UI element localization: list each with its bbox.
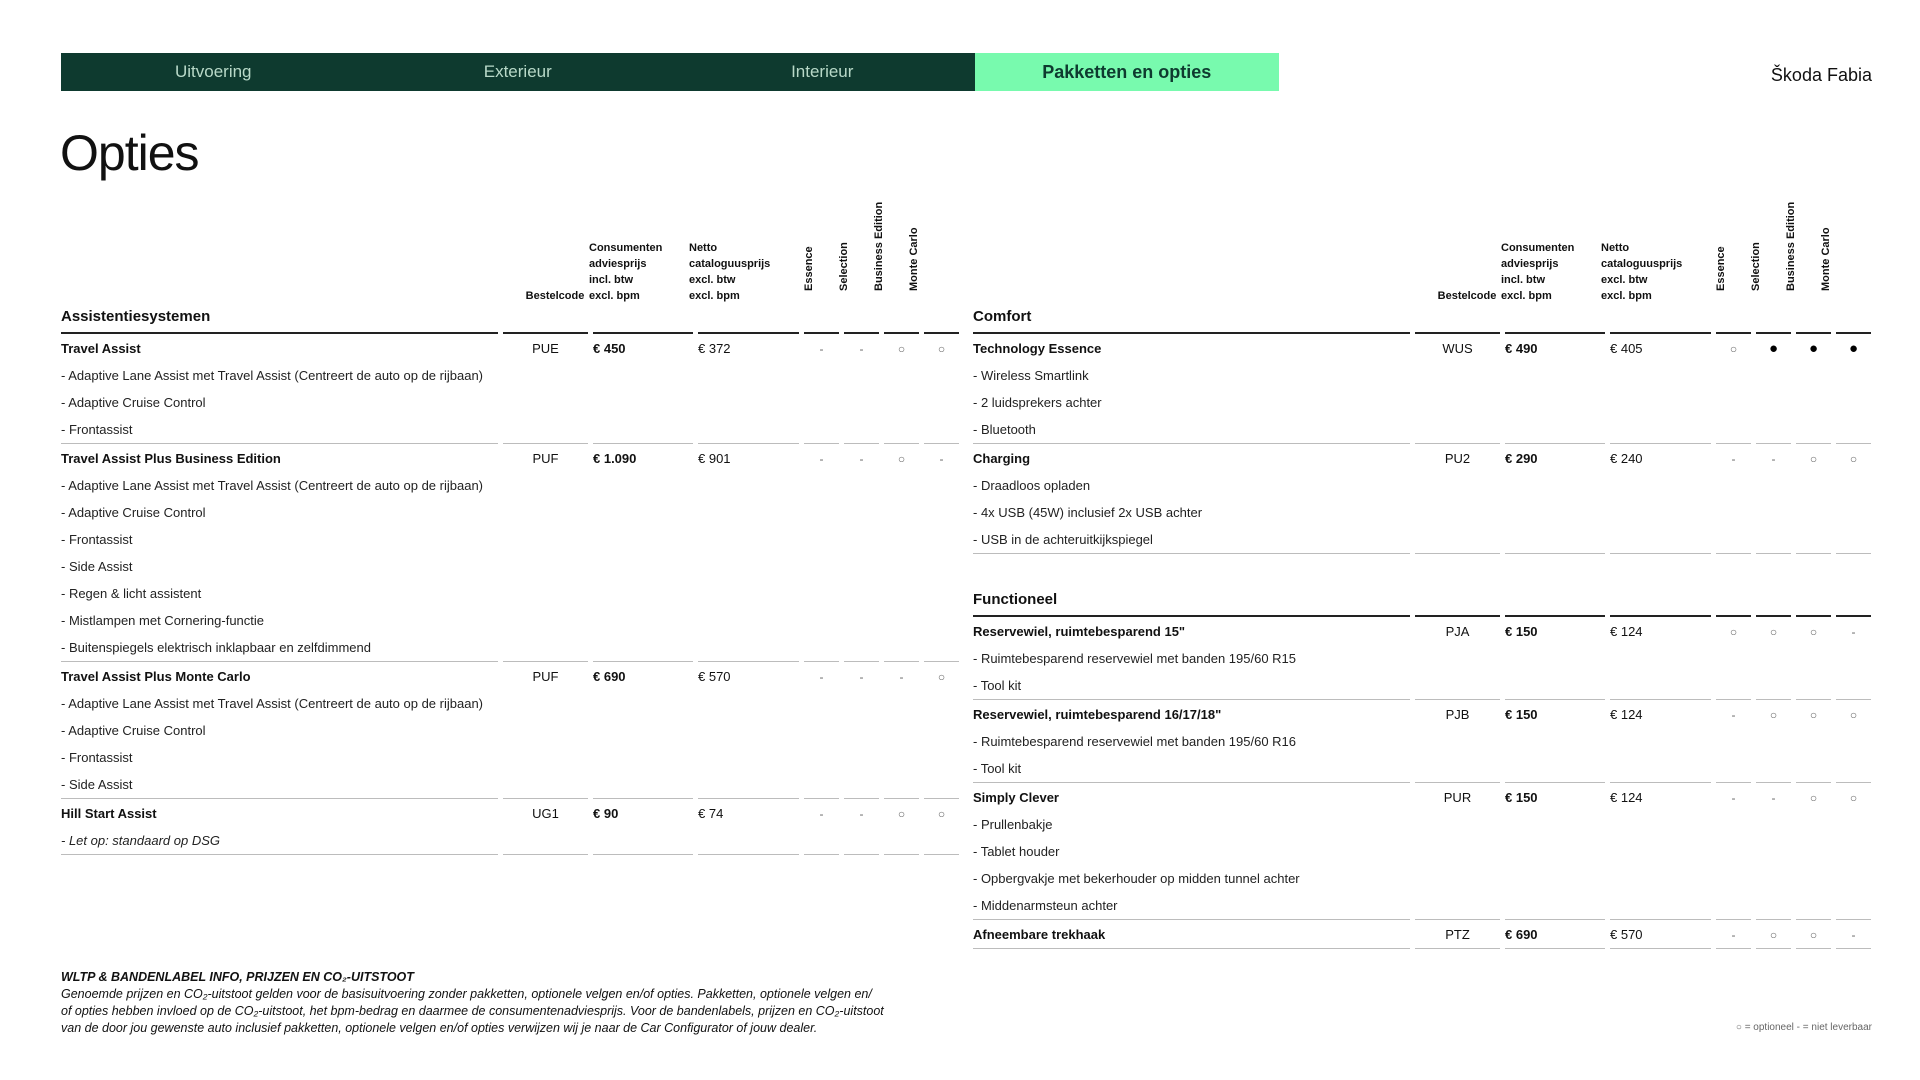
header-bestelcode: Bestelcode xyxy=(525,290,585,302)
option-name: Reservewiel, ruimtebesparend 16/17/18" xyxy=(973,707,1222,722)
feature-line: - Tool kit xyxy=(973,678,1022,693)
availability-monte-carlo: ○ xyxy=(1849,707,1858,722)
option-item xyxy=(973,618,1856,701)
tab-pakketten-en-opties[interactable]: Pakketten en opties xyxy=(975,53,1280,91)
section-title-functioneel: Functioneel xyxy=(973,591,1058,608)
feature-line: - Ruimtebesparend reservewiel met banden 195/60 R16 xyxy=(973,734,1297,749)
option-item xyxy=(973,335,1859,445)
order-code: PJA xyxy=(1445,624,1470,639)
header-consumer-price: Consumenten adviesprijs incl. btw excl. bpm xyxy=(1501,242,1575,302)
order-code: PUF xyxy=(532,451,559,466)
options-table-left xyxy=(61,201,946,856)
availability-selection: - xyxy=(859,806,864,821)
header-essence: Essence xyxy=(803,246,815,291)
option-row xyxy=(973,921,1856,948)
consumer-price: € 290 xyxy=(1505,451,1538,466)
order-code: PJB xyxy=(1445,707,1470,722)
consumer-price: € 490 xyxy=(1505,341,1538,356)
order-code: PU2 xyxy=(1444,451,1471,466)
feature-line: - Side Assist xyxy=(61,559,133,574)
tab-interieur[interactable]: Interieur xyxy=(670,53,975,91)
availability-essence: ○ xyxy=(1729,624,1738,639)
option-row xyxy=(973,618,1856,645)
availability-business-edition: ● xyxy=(1808,340,1819,357)
availability-business-edition: ○ xyxy=(1809,790,1818,805)
feature-line: - Adaptive Lane Assist met Travel Assist (Centreert de auto op de rijbaan) xyxy=(61,478,483,493)
functioneel-option-list xyxy=(973,618,1858,950)
option-row xyxy=(973,335,1859,362)
consumer-price: € 690 xyxy=(593,669,626,684)
tab-exterieur[interactable]: Exterieur xyxy=(366,53,671,91)
order-code: WUS xyxy=(1442,341,1473,356)
tab-uitvoering[interactable]: Uitvoering xyxy=(61,53,366,91)
option-name: Travel Assist Plus Business Edition xyxy=(61,451,281,466)
feature-line: - Adaptive Cruise Control xyxy=(61,395,206,410)
order-code: PUF xyxy=(532,669,559,684)
availability-essence: - xyxy=(819,451,824,466)
feature-line: - Adaptive Lane Assist met Travel Assist (Centreert de auto op de rijbaan) xyxy=(61,368,483,383)
consumer-price: € 150 xyxy=(1505,624,1538,639)
option-row xyxy=(61,445,944,472)
section-tab-bar xyxy=(61,53,1279,91)
wltp-footnote xyxy=(61,969,961,1037)
option-name: Reservewiel, ruimtebesparend 15" xyxy=(973,624,1186,639)
header-bestelcode: Bestelcode xyxy=(1437,290,1497,302)
availability-business-edition: ○ xyxy=(1809,707,1818,722)
feature-line: - Prullenbakje xyxy=(973,817,1053,832)
header-selection: Selection xyxy=(1750,242,1762,291)
availability-essence: ○ xyxy=(1729,341,1738,356)
feature-line: - Frontassist xyxy=(61,750,133,765)
header-monte-carlo: Monte Carlo xyxy=(908,227,920,291)
feature-line: - Side Assist xyxy=(61,777,133,792)
availability-business-edition: ○ xyxy=(897,806,906,821)
feature-line: - Middenarmsteun achter xyxy=(973,898,1118,913)
legend: ○ = optioneel - = niet leverbaar xyxy=(1735,1022,1872,1033)
feature-line: - Draadloos opladen xyxy=(973,478,1091,493)
order-code: UG1 xyxy=(532,806,559,821)
feature-line: - Tool kit xyxy=(973,761,1022,776)
feature-line: - 4x USB (45W) inclusief 2x USB achter xyxy=(973,505,1203,520)
availability-selection: - xyxy=(1771,790,1776,805)
feature-line: - 2 luidsprekers achter xyxy=(973,395,1102,410)
feature-line: - Adaptive Cruise Control xyxy=(61,723,206,738)
availability-monte-carlo: ○ xyxy=(937,669,946,684)
comfort-option-list xyxy=(973,335,1859,555)
footnote-line: van de door jou gewenste auto inclusief pakketten, optionele velgen en/of opties verwijzen wij je naar de Car Configurator of jouw dealer. xyxy=(61,1021,818,1035)
header-selection: Selection xyxy=(838,242,850,291)
consumer-price: € 690 xyxy=(1505,927,1538,942)
option-row xyxy=(973,445,1858,472)
option-row xyxy=(973,701,1858,728)
net-price: € 570 xyxy=(698,669,731,684)
net-price: € 570 xyxy=(1610,927,1643,942)
option-item xyxy=(973,445,1858,555)
footnote-title: WLTP & BANDENLABEL INFO, PRIJZEN EN CO₂-UITSTOOT xyxy=(61,970,414,984)
availability-selection: ○ xyxy=(1769,927,1778,942)
availability-monte-carlo: ○ xyxy=(1849,790,1858,805)
header-business-edition: Business Edition xyxy=(873,201,885,291)
availability-business-edition: ○ xyxy=(897,451,906,466)
availability-essence: - xyxy=(819,669,824,684)
consumer-price: € 150 xyxy=(1505,707,1538,722)
availability-monte-carlo: ● xyxy=(1848,340,1859,357)
availability-selection: ● xyxy=(1768,340,1779,357)
page-title: Opties xyxy=(60,125,199,181)
availability-essence: - xyxy=(1731,707,1736,722)
feature-line: - Adaptive Cruise Control xyxy=(61,505,206,520)
consumer-price: € 90 xyxy=(593,806,619,821)
consumer-price: € 1.090 xyxy=(593,451,637,466)
consumer-price: € 450 xyxy=(593,341,626,356)
option-item xyxy=(973,784,1858,921)
order-code: PTZ xyxy=(1445,927,1470,942)
feature-line: - Buitenspiegels elektrisch inklapbaar en zelfdimmend xyxy=(61,640,371,655)
option-item xyxy=(61,445,944,663)
availability-business-edition: ○ xyxy=(897,341,906,356)
availability-business-edition: ○ xyxy=(1809,927,1818,942)
footnote-line: of opties hebben invloed op de CO₂-uitstoot, het bpm-bedrag en daarmee de consumentenadviesprijs. Voor de bandenlabels, prijzen en CO₂-uitstoot xyxy=(61,1004,884,1018)
header-essence: Essence xyxy=(1715,246,1727,291)
feature-line: - Ruimtebesparend reservewiel met banden 195/60 R15 xyxy=(973,651,1297,666)
row-separator xyxy=(973,948,1841,950)
availability-selection: - xyxy=(859,341,864,356)
consumer-price: € 150 xyxy=(1505,790,1538,805)
header-net-price: Netto cataloguusprijs excl. btw excl. bpm xyxy=(1601,242,1683,302)
availability-selection: - xyxy=(859,669,864,684)
availability-essence: - xyxy=(819,806,824,821)
option-row xyxy=(61,335,946,362)
availability-monte-carlo: - xyxy=(1851,624,1856,639)
option-name: Technology Essence xyxy=(973,341,1102,356)
feature-line: - Adaptive Lane Assist met Travel Assist (Centreert de auto op de rijbaan) xyxy=(61,696,483,711)
availability-monte-carlo: - xyxy=(1851,927,1856,942)
availability-business-edition: ○ xyxy=(1809,624,1818,639)
header-business-edition: Business Edition xyxy=(1785,201,1797,291)
availability-business-edition: ○ xyxy=(1809,451,1818,466)
option-row xyxy=(973,784,1858,811)
option-name: Simply Clever xyxy=(973,790,1059,805)
option-item xyxy=(973,921,1856,950)
availability-business-edition: - xyxy=(899,669,904,684)
brand-model-name: Škoda Fabia xyxy=(1770,65,1872,85)
footnote-line: Genoemde prijzen en CO₂-uitstoot gelden voor de basisuitvoering zonder pakketten, optionele velgen en/of opties. Pakketten, optionele velgen en/ xyxy=(61,987,872,1001)
availability-selection: ○ xyxy=(1769,707,1778,722)
option-item xyxy=(61,800,946,856)
net-price: € 901 xyxy=(698,451,731,466)
availability-essence: - xyxy=(1731,451,1736,466)
option-row xyxy=(61,800,946,827)
net-price: € 405 xyxy=(1610,341,1643,356)
option-item xyxy=(61,663,946,800)
option-row xyxy=(61,663,946,690)
row-separator xyxy=(973,553,1841,555)
column-headers xyxy=(61,201,929,302)
column-headers xyxy=(973,201,1841,302)
section-title-assistentiesystemen: Assistentiesystemen xyxy=(61,308,211,325)
availability-essence: - xyxy=(1731,790,1736,805)
left-option-list xyxy=(61,335,946,856)
header-net-price: Netto cataloguusprijs excl. btw excl. bpm xyxy=(689,242,771,302)
net-price: € 240 xyxy=(1610,451,1643,466)
header-monte-carlo: Monte Carlo xyxy=(1820,227,1832,291)
option-name: Travel Assist xyxy=(61,341,141,356)
availability-essence: - xyxy=(819,341,824,356)
section-title-comfort: Comfort xyxy=(973,308,1032,325)
option-name: Afneembare trekhaak xyxy=(973,927,1106,942)
net-price: € 124 xyxy=(1610,624,1643,639)
feature-line: - Opbergvakje met bekerhouder op midden tunnel achter xyxy=(973,871,1300,886)
availability-selection: ○ xyxy=(1769,624,1778,639)
header-consumer-price: Consumenten adviesprijs incl. btw excl. bpm xyxy=(589,242,663,302)
option-name: Charging xyxy=(973,451,1031,466)
option-name: Travel Assist Plus Monte Carlo xyxy=(61,669,251,684)
availability-monte-carlo: ○ xyxy=(937,341,946,356)
feature-note: - Let op: standaard op DSG xyxy=(61,833,220,848)
feature-line: - Mistlampen met Cornering-functie xyxy=(61,613,265,628)
options-table-right xyxy=(973,201,1859,950)
row-separator xyxy=(61,854,929,856)
availability-monte-carlo: ○ xyxy=(937,806,946,821)
order-code: PUE xyxy=(532,341,559,356)
order-code: PUR xyxy=(1443,790,1472,805)
net-price: € 74 xyxy=(698,806,724,821)
availability-selection: - xyxy=(859,451,864,466)
feature-line: - USB in de achteruitkijkspiegel xyxy=(973,532,1153,547)
net-price: € 372 xyxy=(698,341,731,356)
availability-monte-carlo: ○ xyxy=(1849,451,1858,466)
feature-line: - Wireless Smartlink xyxy=(973,368,1089,383)
feature-line: - Frontassist xyxy=(61,532,133,547)
availability-selection: - xyxy=(1771,451,1776,466)
availability-essence: - xyxy=(1731,927,1736,942)
feature-line: - Tablet houder xyxy=(973,844,1060,859)
feature-line: - Regen & licht assistent xyxy=(61,586,202,601)
option-item xyxy=(61,335,946,445)
availability-monte-carlo: - xyxy=(939,451,944,466)
net-price: € 124 xyxy=(1610,790,1643,805)
option-item xyxy=(973,701,1858,784)
feature-line: - Frontassist xyxy=(61,422,133,437)
net-price: € 124 xyxy=(1610,707,1643,722)
option-name: Hill Start Assist xyxy=(61,806,157,821)
feature-line: - Bluetooth xyxy=(973,422,1036,437)
